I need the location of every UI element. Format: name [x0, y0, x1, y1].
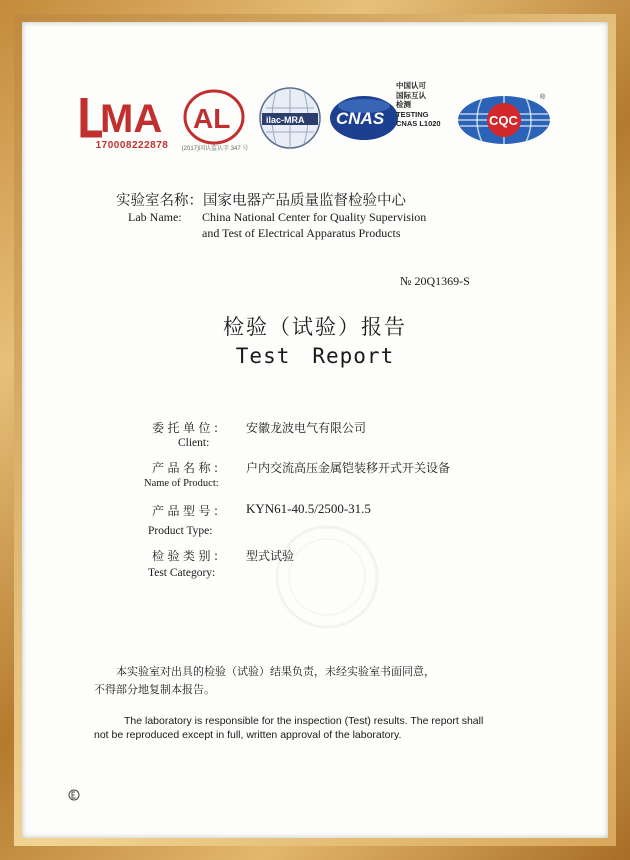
cnas-side-line: TESTING	[396, 109, 429, 119]
cal-caption: (2017)国认监认字 347 号	[181, 146, 249, 152]
cnas-logo	[328, 94, 400, 142]
client-value: 安徽龙波电气有限公司	[246, 421, 367, 435]
ilac-logo-text: ilac-MRA	[266, 115, 305, 125]
test-category-label-en: Test Category:	[148, 567, 216, 579]
cnas-side-text	[396, 81, 441, 129]
notice-cn	[94, 663, 435, 699]
report-title-en-word: Report	[312, 344, 395, 368]
ilac-mra-logo	[258, 86, 322, 150]
lab-name-en-line2: and Test of Electrical Apparatus Products	[202, 226, 401, 240]
client-label-cn: 委托单位:	[152, 421, 222, 435]
test-category-label-cn: 检验类别:	[152, 549, 222, 563]
product-type-value: KYN61-40.5/2500-31.5	[246, 501, 371, 516]
report-number-label: №	[400, 274, 412, 288]
cal-logo-text: AL	[193, 103, 231, 134]
lab-name-en-label: Lab Name:	[128, 210, 182, 224]
product-name-value: 户内交流高压金属铠装移开式开关设备	[246, 461, 451, 475]
report-number-value: 20Q1369-S	[414, 274, 470, 288]
cnas-side-line: 国际互认	[396, 90, 426, 100]
notice-cn-line: 本实验室对出具的检验（试验）结果负责，未经实验室书面同意，	[116, 665, 435, 678]
registered-mark: ®	[540, 94, 546, 101]
client-label-en: Client:	[178, 437, 210, 449]
product-type-label-cn: 产品型号:	[152, 504, 222, 518]
cnas-logo-text: CNAS	[336, 109, 385, 128]
report-number	[400, 274, 470, 289]
product-name-label-en: Name of Product:	[144, 478, 219, 489]
cnas-side-line: 检测	[396, 100, 411, 109]
cnas-side-line: CNAS L1020	[396, 119, 441, 128]
cma-logo	[80, 92, 184, 140]
notice-en-line: The laboratory is responsible for the inspection (Test) results. The report shall	[124, 715, 484, 727]
lab-name-cn	[116, 189, 406, 210]
notice-en-line: not be reproduced except in full, written approval of the laboratory.	[94, 729, 402, 741]
report-title-en-word: Test	[235, 344, 291, 368]
report-title-cn: 检验（试验）报告	[223, 315, 407, 339]
notice-en	[94, 714, 564, 742]
globe-certification-logo	[456, 94, 552, 146]
cal-logo	[182, 88, 246, 146]
cma-logo-text: MA	[100, 97, 163, 140]
lab-name-en-line1: China National Center for Quality Supervision	[202, 210, 427, 224]
lab-name-cn-value: 国家电器产品质量监督检验中心	[203, 193, 406, 209]
cma-number: 170008222878	[95, 140, 169, 151]
cnas-side-line: 中国认可	[396, 81, 426, 90]
certificate-page	[22, 22, 608, 838]
faint-seal-stamp	[272, 522, 382, 632]
report-title-en	[22, 344, 608, 368]
product-type-label-en: Product Type:	[148, 525, 213, 537]
notice-cn-line: 不得部分地复制本报告。	[94, 683, 215, 696]
globe-logo-text: CQC	[489, 113, 518, 128]
lab-name-cn-label: 实验室名称：	[116, 193, 203, 209]
test-category-value: 型式试验	[246, 549, 295, 563]
product-name-label-cn: 产品名称:	[152, 461, 222, 475]
print-mark-icon	[68, 788, 80, 800]
